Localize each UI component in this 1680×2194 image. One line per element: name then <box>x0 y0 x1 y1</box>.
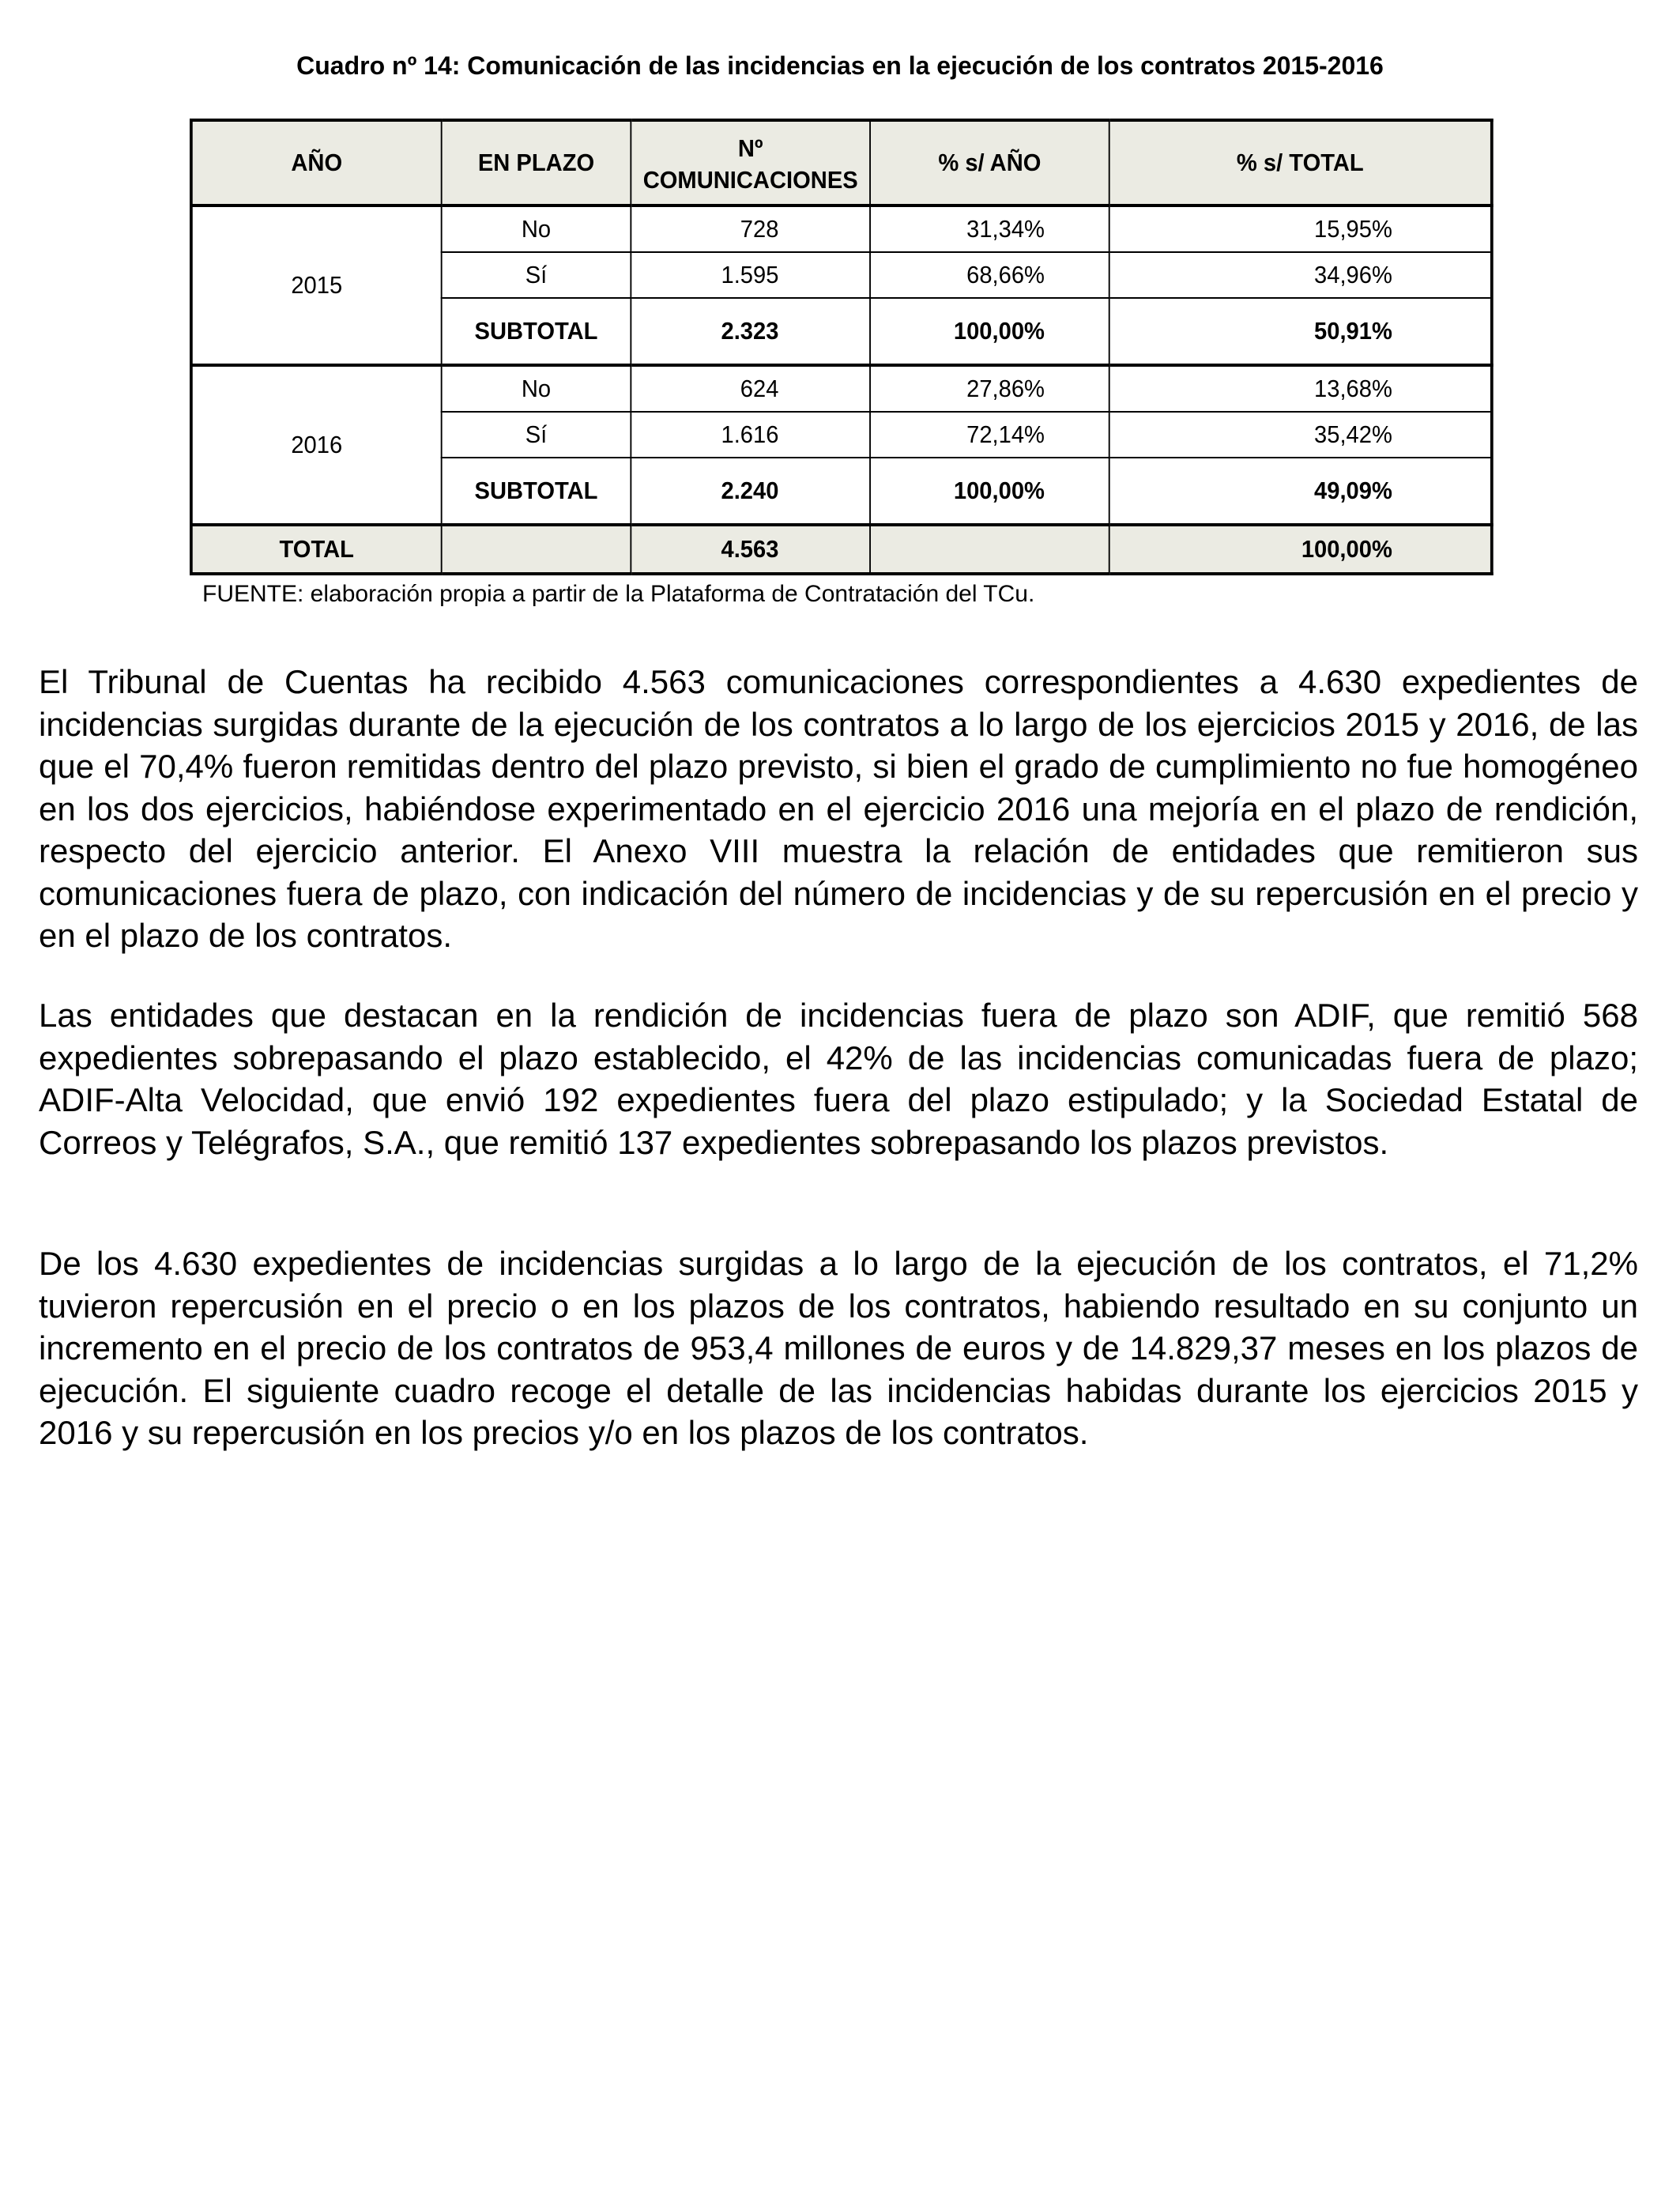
header-pct-total: % s/ TOTAL <box>1109 120 1492 205</box>
header-year: AÑO <box>191 120 442 205</box>
total-row <box>191 525 1492 574</box>
pct-total-cell: 49,09% <box>1109 458 1492 525</box>
on-time-cell: No <box>442 365 631 412</box>
subtotal-label: SUBTOTAL <box>442 458 631 525</box>
year-cell: 2015 <box>191 205 442 365</box>
pct-total-cell: 34,96% <box>1109 252 1492 298</box>
total-pct-year-cell <box>870 525 1109 574</box>
on-time-cell: Sí <box>442 412 631 458</box>
year-cell: 2016 <box>191 365 442 525</box>
total-on-time-cell <box>442 525 631 574</box>
body-paragraph: Las entidades que destacan en la rendición de incidencias fuera de plazo son ADIF, que remitió 568 expedientes sobrepasando el plazo establecido, el 42% de las incidencias comunicadas fuera de plazo; ADIF-Alta Velocidad, que envió 192 expedientes fuera del plazo estipulado; y la Sociedad Estatal de Correos y Telégrafos, S.A., que remitió 137 expedientes sobrepasando los plazos previstos. <box>39 997 1638 1161</box>
pct-year-cell: 27,86% <box>870 365 1109 412</box>
table-caption: Cuadro nº 14: Comunicación de las incidencias en la ejecución de los contratos 2015-2016 <box>296 51 1384 80</box>
count-cell: 2.240 <box>631 458 870 525</box>
pct-total-cell: 35,42% <box>1109 412 1492 458</box>
pct-year-cell: 31,34% <box>870 205 1109 252</box>
on-time-cell: No <box>442 205 631 252</box>
body-paragraph: El Tribunal de Cuentas ha recibido 4.563 comunicaciones correspondientes a 4.630 expedientes de incidencias surgidas durante de la ejecución de los contratos a lo largo de los ejercicios 2015 y 2016, de las que el 70,4% fueron remitidas dentro del plazo previsto, si bien el grado de cumplimiento no fue homogéneo en los dos ejercicios, habiéndose experimentado en el ejercicio 2016 una mejoría en el plazo de rendición, respecto del ejercicio anterior. El Anexo VIII muestra la relación de entidades que remitieron sus comunicaciones fuera de plazo, con indicación del número de incidencias y de su repercusión en el precio y en el plazo de los contratos. <box>39 663 1638 954</box>
pct-total-cell: 50,91% <box>1109 298 1492 365</box>
count-cell: 728 <box>631 205 870 252</box>
pct-year-cell: 72,14% <box>870 412 1109 458</box>
pct-year-cell: 68,66% <box>870 252 1109 298</box>
on-time-cell: Sí <box>442 252 631 298</box>
count-cell: 624 <box>631 365 870 412</box>
table-row <box>191 365 1492 412</box>
pct-total-cell: 15,95% <box>1109 205 1492 252</box>
pct-year-cell: 100,00% <box>870 298 1109 365</box>
source-note: FUENTE: elaboración propia a partir de la Plataforma de Contratación del TCu. <box>202 581 1035 607</box>
subtotal-label: SUBTOTAL <box>442 298 631 365</box>
table-row <box>191 205 1492 252</box>
header-on-time: EN PLAZO <box>442 120 631 205</box>
count-cell: 2.323 <box>631 298 870 365</box>
total-pct-total-cell: 100,00% <box>1109 525 1492 574</box>
table-header-row <box>191 120 1492 205</box>
count-cell: 1.616 <box>631 412 870 458</box>
pct-year-cell: 100,00% <box>870 458 1109 525</box>
body-paragraph: De los 4.630 expedientes de incidencias surgidas a lo largo de la ejecución de los contratos, el 71,2% tuvieron repercusión en el precio o en los plazos de los contratos, habiendo resultado en su conjunto un incremento en el precio de los contratos de 953,4 millones de euros y de 14.829,37 meses en los plazos de ejecución. El siguiente cuadro recoge el detalle de las incidencias habidas durante los ejercicios 2015 y 2016 y su repercusión en los precios y/o en los plazos de los contratos. <box>39 1245 1638 1451</box>
header-pct-year: % s/ AÑO <box>870 120 1109 205</box>
total-label: TOTAL <box>191 525 442 574</box>
header-count: Nº COMUNICACIONES <box>631 120 870 205</box>
communications-table <box>190 119 1494 575</box>
count-cell: 1.595 <box>631 252 870 298</box>
total-count-cell: 4.563 <box>631 525 870 574</box>
pct-total-cell: 13,68% <box>1109 365 1492 412</box>
